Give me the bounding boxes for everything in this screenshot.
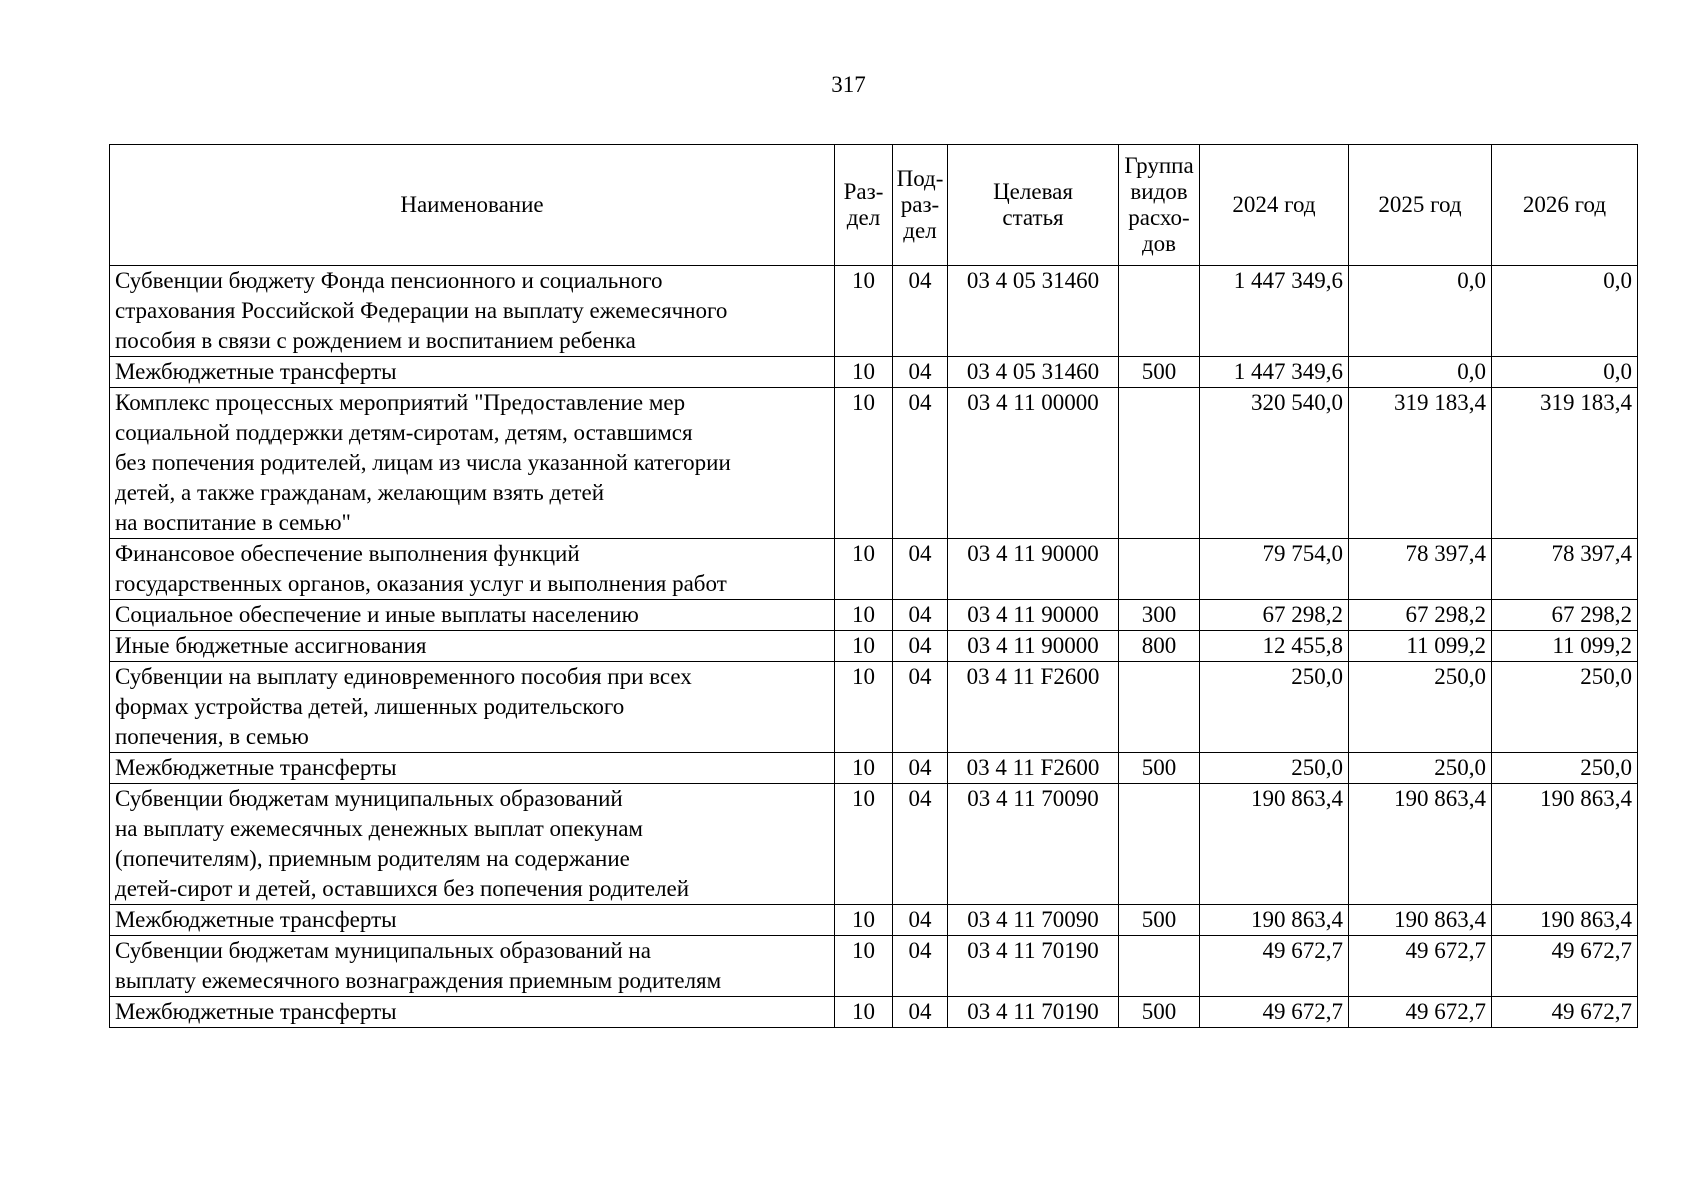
table-row: [110, 997, 1638, 1028]
cell-razdel: 10: [835, 266, 893, 357]
cell-year-2024: 49 672,7: [1200, 997, 1349, 1028]
cell-year-2026: 11 099,2: [1492, 631, 1638, 662]
cell-podrazdel: 04: [893, 997, 948, 1028]
table-row: [110, 662, 1638, 753]
cell-year-2026: 78 397,4: [1492, 539, 1638, 600]
table-row: [110, 936, 1638, 997]
cell-expense-group: 500: [1119, 997, 1200, 1028]
cell-expense-group: [1119, 936, 1200, 997]
cell-year-2024: 1 447 349,6: [1200, 357, 1349, 388]
table-row: [110, 753, 1638, 784]
header-name: Наименование: [110, 145, 835, 266]
cell-target-article: 03 4 11 00000: [948, 388, 1119, 539]
cell-year-2025: 319 183,4: [1349, 388, 1492, 539]
cell-podrazdel: 04: [893, 266, 948, 357]
table-body: [110, 266, 1638, 1028]
header-podrazdel: Под- раз- дел: [893, 145, 948, 266]
table-row: [110, 905, 1638, 936]
cell-razdel: 10: [835, 631, 893, 662]
cell-year-2025: 0,0: [1349, 266, 1492, 357]
cell-target-article: 03 4 11 90000: [948, 600, 1119, 631]
cell-name: Финансовое обеспечение выполнения функций государственных органов, оказания услуг и выполнения работ: [110, 539, 835, 600]
cell-year-2024: 190 863,4: [1200, 905, 1349, 936]
cell-podrazdel: 04: [893, 388, 948, 539]
cell-year-2024: 250,0: [1200, 662, 1349, 753]
cell-podrazdel: 04: [893, 753, 948, 784]
cell-year-2026: 0,0: [1492, 357, 1638, 388]
budget-table: [109, 144, 1638, 1028]
cell-year-2024: 250,0: [1200, 753, 1349, 784]
cell-razdel: 10: [835, 997, 893, 1028]
cell-expense-group: 500: [1119, 357, 1200, 388]
cell-name: Субвенции бюджетам муниципальных образований на выплату ежемесячных денежных выплат опекунам (попечителям), приемным родителям на содержание детей-сирот и детей, оставшихся без попечения родителей: [110, 784, 835, 905]
table-row: [110, 631, 1638, 662]
header-year-2026: 2026 год: [1492, 145, 1638, 266]
header-year-2024: 2024 год: [1200, 145, 1349, 266]
cell-name: Межбюджетные трансферты: [110, 357, 835, 388]
cell-name: Межбюджетные трансферты: [110, 997, 835, 1028]
cell-year-2025: 11 099,2: [1349, 631, 1492, 662]
cell-target-article: 03 4 11 70090: [948, 905, 1119, 936]
cell-razdel: 10: [835, 753, 893, 784]
cell-razdel: 10: [835, 600, 893, 631]
cell-year-2025: 49 672,7: [1349, 936, 1492, 997]
cell-year-2024: 49 672,7: [1200, 936, 1349, 997]
header-expense-group: Группа видов расхо- дов: [1119, 145, 1200, 266]
cell-target-article: 03 4 11 F2600: [948, 753, 1119, 784]
cell-year-2026: 0,0: [1492, 266, 1638, 357]
cell-podrazdel: 04: [893, 936, 948, 997]
table-header-row: [110, 145, 1638, 266]
cell-year-2026: 190 863,4: [1492, 905, 1638, 936]
cell-name: Межбюджетные трансферты: [110, 753, 835, 784]
cell-target-article: 03 4 11 70190: [948, 936, 1119, 997]
cell-target-article: 03 4 11 F2600: [948, 662, 1119, 753]
cell-podrazdel: 04: [893, 905, 948, 936]
cell-year-2024: 190 863,4: [1200, 784, 1349, 905]
header-razdel: Раз- дел: [835, 145, 893, 266]
cell-podrazdel: 04: [893, 539, 948, 600]
header-target-article: Целевая статья: [948, 145, 1119, 266]
cell-year-2026: 49 672,7: [1492, 936, 1638, 997]
cell-name: Иные бюджетные ассигнования: [110, 631, 835, 662]
cell-year-2025: 67 298,2: [1349, 600, 1492, 631]
page-number: 317: [831, 72, 866, 97]
cell-year-2025: 0,0: [1349, 357, 1492, 388]
cell-year-2025: 250,0: [1349, 662, 1492, 753]
cell-expense-group: [1119, 266, 1200, 357]
cell-razdel: 10: [835, 539, 893, 600]
cell-expense-group: 500: [1119, 753, 1200, 784]
cell-razdel: 10: [835, 357, 893, 388]
cell-year-2024: 67 298,2: [1200, 600, 1349, 631]
header-year-2025: 2025 год: [1349, 145, 1492, 266]
cell-year-2024: 79 754,0: [1200, 539, 1349, 600]
cell-name: Субвенции бюджету Фонда пенсионного и социального страхования Российской Федерации на выплату ежемесячного пособия в связи с рождением и воспитанием ребенка: [110, 266, 835, 357]
cell-razdel: 10: [835, 662, 893, 753]
cell-name: Межбюджетные трансферты: [110, 905, 835, 936]
table-row: [110, 784, 1638, 905]
cell-target-article: 03 4 05 31460: [948, 357, 1119, 388]
cell-name: Комплекс процессных мероприятий "Предоставление мер социальной поддержки детям-сиротам, детям, оставшимся без попечения родителей, лицам из числа указанной категории детей, а также гражданам, желающим взять детей на воспитание в семью": [110, 388, 835, 539]
cell-target-article: 03 4 11 70090: [948, 784, 1119, 905]
cell-razdel: 10: [835, 905, 893, 936]
cell-podrazdel: 04: [893, 631, 948, 662]
cell-year-2026: 250,0: [1492, 662, 1638, 753]
cell-year-2025: 190 863,4: [1349, 784, 1492, 905]
cell-target-article: 03 4 11 90000: [948, 631, 1119, 662]
cell-year-2024: 320 540,0: [1200, 388, 1349, 539]
cell-year-2026: 190 863,4: [1492, 784, 1638, 905]
cell-target-article: 03 4 11 70190: [948, 997, 1119, 1028]
cell-expense-group: [1119, 388, 1200, 539]
cell-target-article: 03 4 05 31460: [948, 266, 1119, 357]
cell-expense-group: [1119, 784, 1200, 905]
cell-expense-group: 500: [1119, 905, 1200, 936]
cell-year-2026: 49 672,7: [1492, 997, 1638, 1028]
table-row: [110, 388, 1638, 539]
cell-razdel: 10: [835, 388, 893, 539]
cell-year-2025: 49 672,7: [1349, 997, 1492, 1028]
cell-razdel: 10: [835, 784, 893, 905]
cell-expense-group: 300: [1119, 600, 1200, 631]
cell-name: Субвенции на выплату единовременного пособия при всех формах устройства детей, лишенных родительского попечения, в семью: [110, 662, 835, 753]
table-row: [110, 600, 1638, 631]
cell-expense-group: [1119, 662, 1200, 753]
cell-year-2025: 250,0: [1349, 753, 1492, 784]
cell-target-article: 03 4 11 90000: [948, 539, 1119, 600]
cell-name: Социальное обеспечение и иные выплаты населению: [110, 600, 835, 631]
cell-podrazdel: 04: [893, 784, 948, 905]
cell-podrazdel: 04: [893, 600, 948, 631]
table-row: [110, 266, 1638, 357]
cell-year-2025: 78 397,4: [1349, 539, 1492, 600]
cell-podrazdel: 04: [893, 357, 948, 388]
table-row: [110, 357, 1638, 388]
cell-year-2024: 12 455,8: [1200, 631, 1349, 662]
cell-year-2024: 1 447 349,6: [1200, 266, 1349, 357]
cell-year-2026: 67 298,2: [1492, 600, 1638, 631]
cell-year-2026: 319 183,4: [1492, 388, 1638, 539]
cell-expense-group: 800: [1119, 631, 1200, 662]
cell-year-2026: 250,0: [1492, 753, 1638, 784]
cell-expense-group: [1119, 539, 1200, 600]
cell-name: Субвенции бюджетам муниципальных образований на выплату ежемесячного вознаграждения приемным родителям: [110, 936, 835, 997]
cell-razdel: 10: [835, 936, 893, 997]
cell-year-2025: 190 863,4: [1349, 905, 1492, 936]
table-row: [110, 539, 1638, 600]
cell-podrazdel: 04: [893, 662, 948, 753]
